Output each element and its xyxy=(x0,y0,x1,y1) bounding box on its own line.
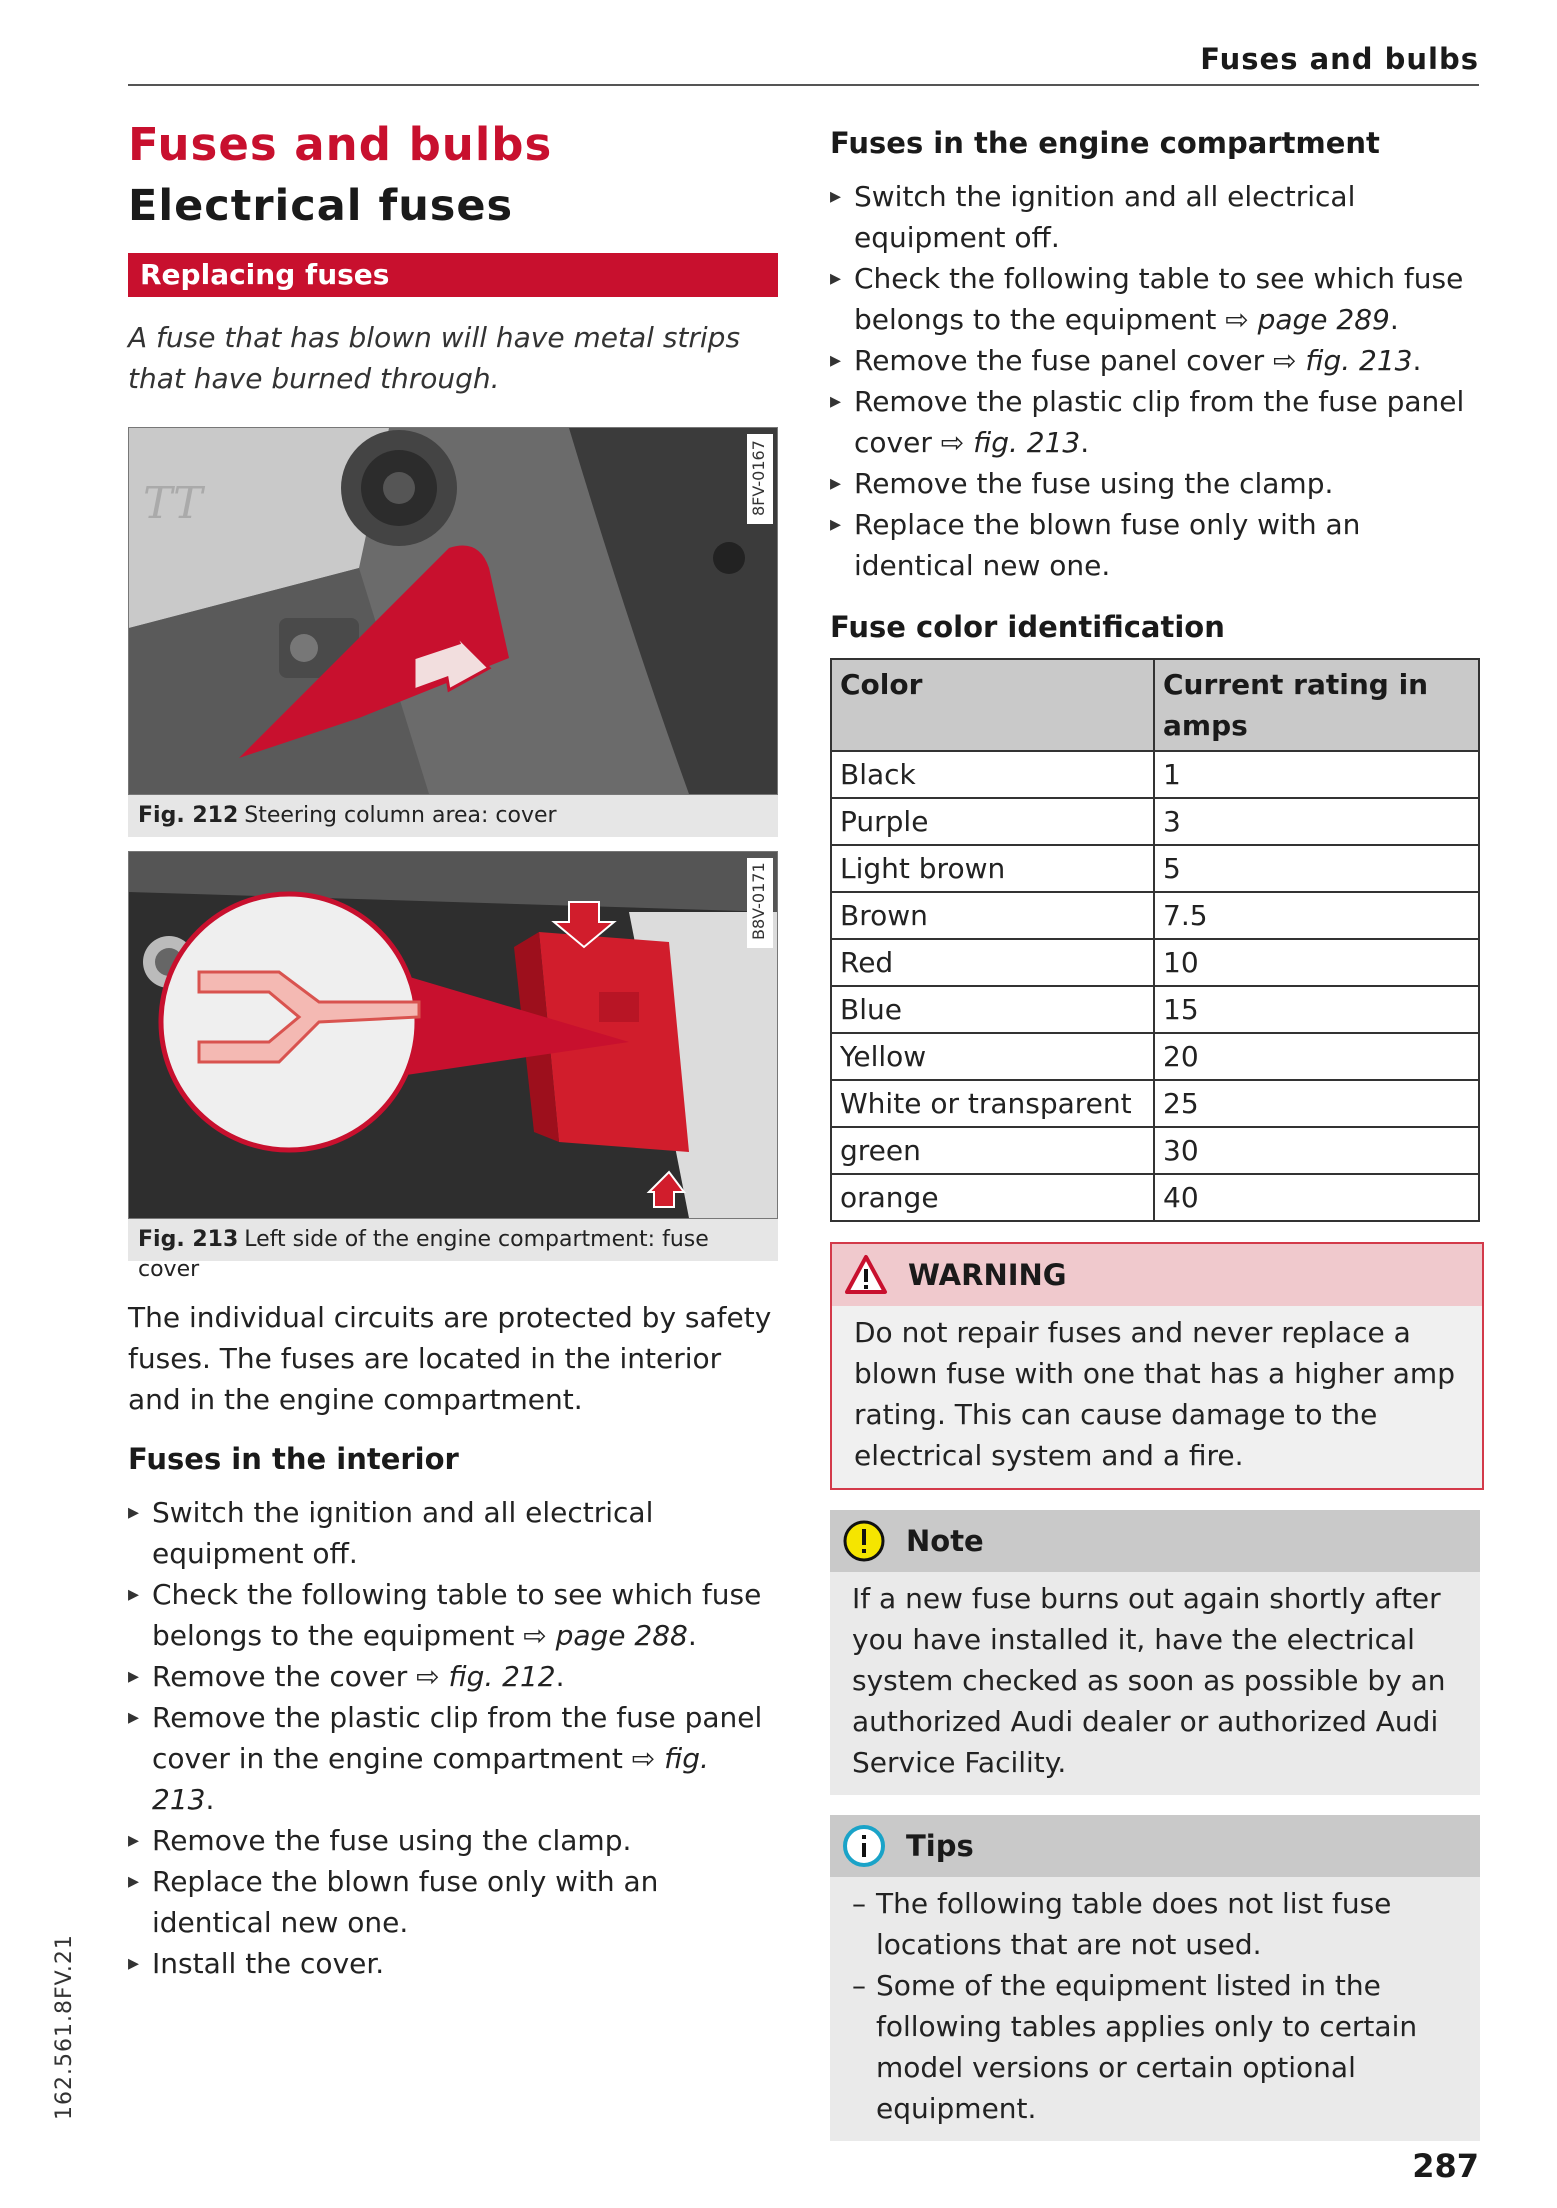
color-cell: Yellow xyxy=(831,1033,1154,1080)
header-rule xyxy=(128,84,1479,86)
warning-title: WARNING xyxy=(908,1258,1067,1292)
running-header: Fuses and bulbs xyxy=(1200,42,1479,76)
rating-cell: 10 xyxy=(1154,939,1479,986)
note-box xyxy=(830,1510,1480,1795)
tips-title: Tips xyxy=(906,1829,974,1863)
figure-212-image xyxy=(128,427,778,795)
rating-cell: 30 xyxy=(1154,1127,1479,1174)
engine-compartment-illustration xyxy=(129,852,777,1218)
table-row xyxy=(831,986,1479,1033)
rating-cell: 25 xyxy=(1154,1080,1479,1127)
document-code: 162.561.8FV.21 xyxy=(52,1934,77,2120)
rating-cell: 7.5 xyxy=(1154,892,1479,939)
figure-213 xyxy=(128,851,778,1282)
list-item: ▸ Switch the ignition and all electrical equipment off. xyxy=(128,1492,778,1574)
warning-header xyxy=(832,1244,1482,1306)
rating-cell: 5 xyxy=(1154,845,1479,892)
interior-steps xyxy=(128,1492,778,1984)
table-row xyxy=(831,892,1479,939)
tips-header xyxy=(830,1815,1480,1877)
figure-reference-link[interactable]: fig. 213 xyxy=(973,426,1081,459)
table-row xyxy=(831,939,1479,986)
right-column xyxy=(830,118,1480,2141)
interior-heading: Fuses in the interior xyxy=(128,1442,459,1476)
note-title: Note xyxy=(906,1524,984,1558)
page-reference-link[interactable]: page 289 xyxy=(1257,303,1390,336)
note-text: If a new fuse burns out again shortly after you have installed it, have the electrical system checked as soon as possible by an authorized Audi dealer or authorized Audi Service Facility. xyxy=(830,1572,1480,1795)
color-cell: Purple xyxy=(831,798,1154,845)
figure-reference-link[interactable]: fig. 213 xyxy=(1305,344,1413,377)
list-item: ▸ Replace the blown fuse only with an identical new one. xyxy=(128,1861,778,1943)
color-cell: White or transparent xyxy=(831,1080,1154,1127)
engine-heading: Fuses in the engine compartment xyxy=(830,126,1380,160)
color-cell: Light brown xyxy=(831,845,1154,892)
figure-reference-link[interactable]: fig. 213 xyxy=(152,1742,709,1816)
chapter-title: Electrical fuses xyxy=(128,181,514,231)
color-cell: Black xyxy=(831,751,1154,798)
figure-213-image xyxy=(128,851,778,1219)
figure-213-code: B8V-0171 xyxy=(747,858,773,948)
note-header xyxy=(830,1510,1480,1572)
tips-box xyxy=(830,1815,1480,2141)
fuse-color-table xyxy=(830,658,1480,1222)
list-item: ▸ Remove the plastic clip from the fuse panel cover ⇨ fig. 213. xyxy=(830,381,1480,463)
list-item: ▸ Remove the fuse panel cover ⇨ fig. 213. xyxy=(830,340,1480,381)
figure-212-code: 8FV-0167 xyxy=(747,434,773,524)
color-cell: Red xyxy=(831,939,1154,986)
color-cell: Brown xyxy=(831,892,1154,939)
page-reference-link[interactable]: page 288 xyxy=(555,1619,688,1652)
color-cell: orange xyxy=(831,1174,1154,1221)
figure-212-caption: Fig. 212 Steering column area: cover xyxy=(138,803,557,828)
rating-cell: 1 xyxy=(1154,751,1479,798)
list-item: ▸ Remove the fuse using the clamp. xyxy=(830,463,1480,504)
figure-reference-link[interactable]: fig. 212 xyxy=(448,1660,556,1693)
list-item: – The following table does not list fuse locations that are not used. xyxy=(852,1883,1458,1965)
figure-212 xyxy=(128,427,778,837)
list-item: ▸ Install the cover. xyxy=(128,1943,778,1984)
list-item: ▸ Switch the ignition and all electrical equipment off. xyxy=(830,176,1480,258)
body-paragraph: The individual circuits are protected by safety fuses. The fuses are located in the interior and in the engine compartment. xyxy=(128,1301,772,1416)
color-cell: Blue xyxy=(831,986,1154,1033)
table-header-row xyxy=(831,659,1479,751)
list-item: ▸ Replace the blown fuse only with an identical new one. xyxy=(830,504,1480,586)
list-item: ▸ Remove the fuse using the clamp. xyxy=(128,1820,778,1861)
info-circle-icon xyxy=(842,1824,886,1868)
svg-text:TT: TT xyxy=(143,478,203,529)
table-row xyxy=(831,1080,1479,1127)
column-header-color: Color xyxy=(831,659,1154,751)
figure-213-caption: Fig. 213 Left side of the engine compartment: fuse cover xyxy=(138,1227,709,1282)
list-item: – Some of the equipment listed in the following tables applies only to certain model versions or certain optional equipment. xyxy=(852,1965,1458,2129)
topic-bar: Replacing fuses xyxy=(128,253,778,297)
intro-text: A fuse that has blown will have metal strips that have burned through. xyxy=(128,321,741,395)
engine-steps xyxy=(830,176,1480,586)
color-cell: green xyxy=(831,1127,1154,1174)
tips-list xyxy=(852,1883,1458,2129)
color-heading: Fuse color identification xyxy=(830,610,1225,644)
steering-column-illustration xyxy=(129,428,777,794)
section-title: Fuses and bulbs xyxy=(128,118,553,171)
page-number: 287 xyxy=(1412,2147,1479,2185)
rating-cell: 20 xyxy=(1154,1033,1479,1080)
warning-box xyxy=(830,1242,1484,1490)
list-item: ▸ Remove the plastic clip from the fuse panel cover in the engine compartment ⇨ fig. 213. xyxy=(128,1697,778,1820)
warning-triangle-icon xyxy=(844,1253,888,1297)
exclamation-circle-icon xyxy=(842,1519,886,1563)
list-item: ▸ Remove the cover ⇨ fig. 212. xyxy=(128,1656,778,1697)
rating-cell: 40 xyxy=(1154,1174,1479,1221)
left-column xyxy=(128,118,778,1984)
list-item: ▸ Check the following table to see which fuse belongs to the equipment ⇨ page 288. xyxy=(128,1574,778,1656)
table-row xyxy=(831,1033,1479,1080)
rating-cell: 3 xyxy=(1154,798,1479,845)
table-row xyxy=(831,1174,1479,1221)
column-header-rating: Current rating in amps xyxy=(1154,659,1479,751)
list-item: ▸ Check the following table to see which fuse belongs to the equipment ⇨ page 289. xyxy=(830,258,1480,340)
tips-body xyxy=(830,1877,1480,2141)
table-row xyxy=(831,845,1479,892)
rating-cell: 15 xyxy=(1154,986,1479,1033)
table-row xyxy=(831,1127,1479,1174)
table-row xyxy=(831,798,1479,845)
warning-text: Do not repair fuses and never replace a blown fuse with one that has a higher amp rating. This can cause damage to the electrical system and a fire. xyxy=(832,1306,1482,1488)
table-row xyxy=(831,751,1479,798)
